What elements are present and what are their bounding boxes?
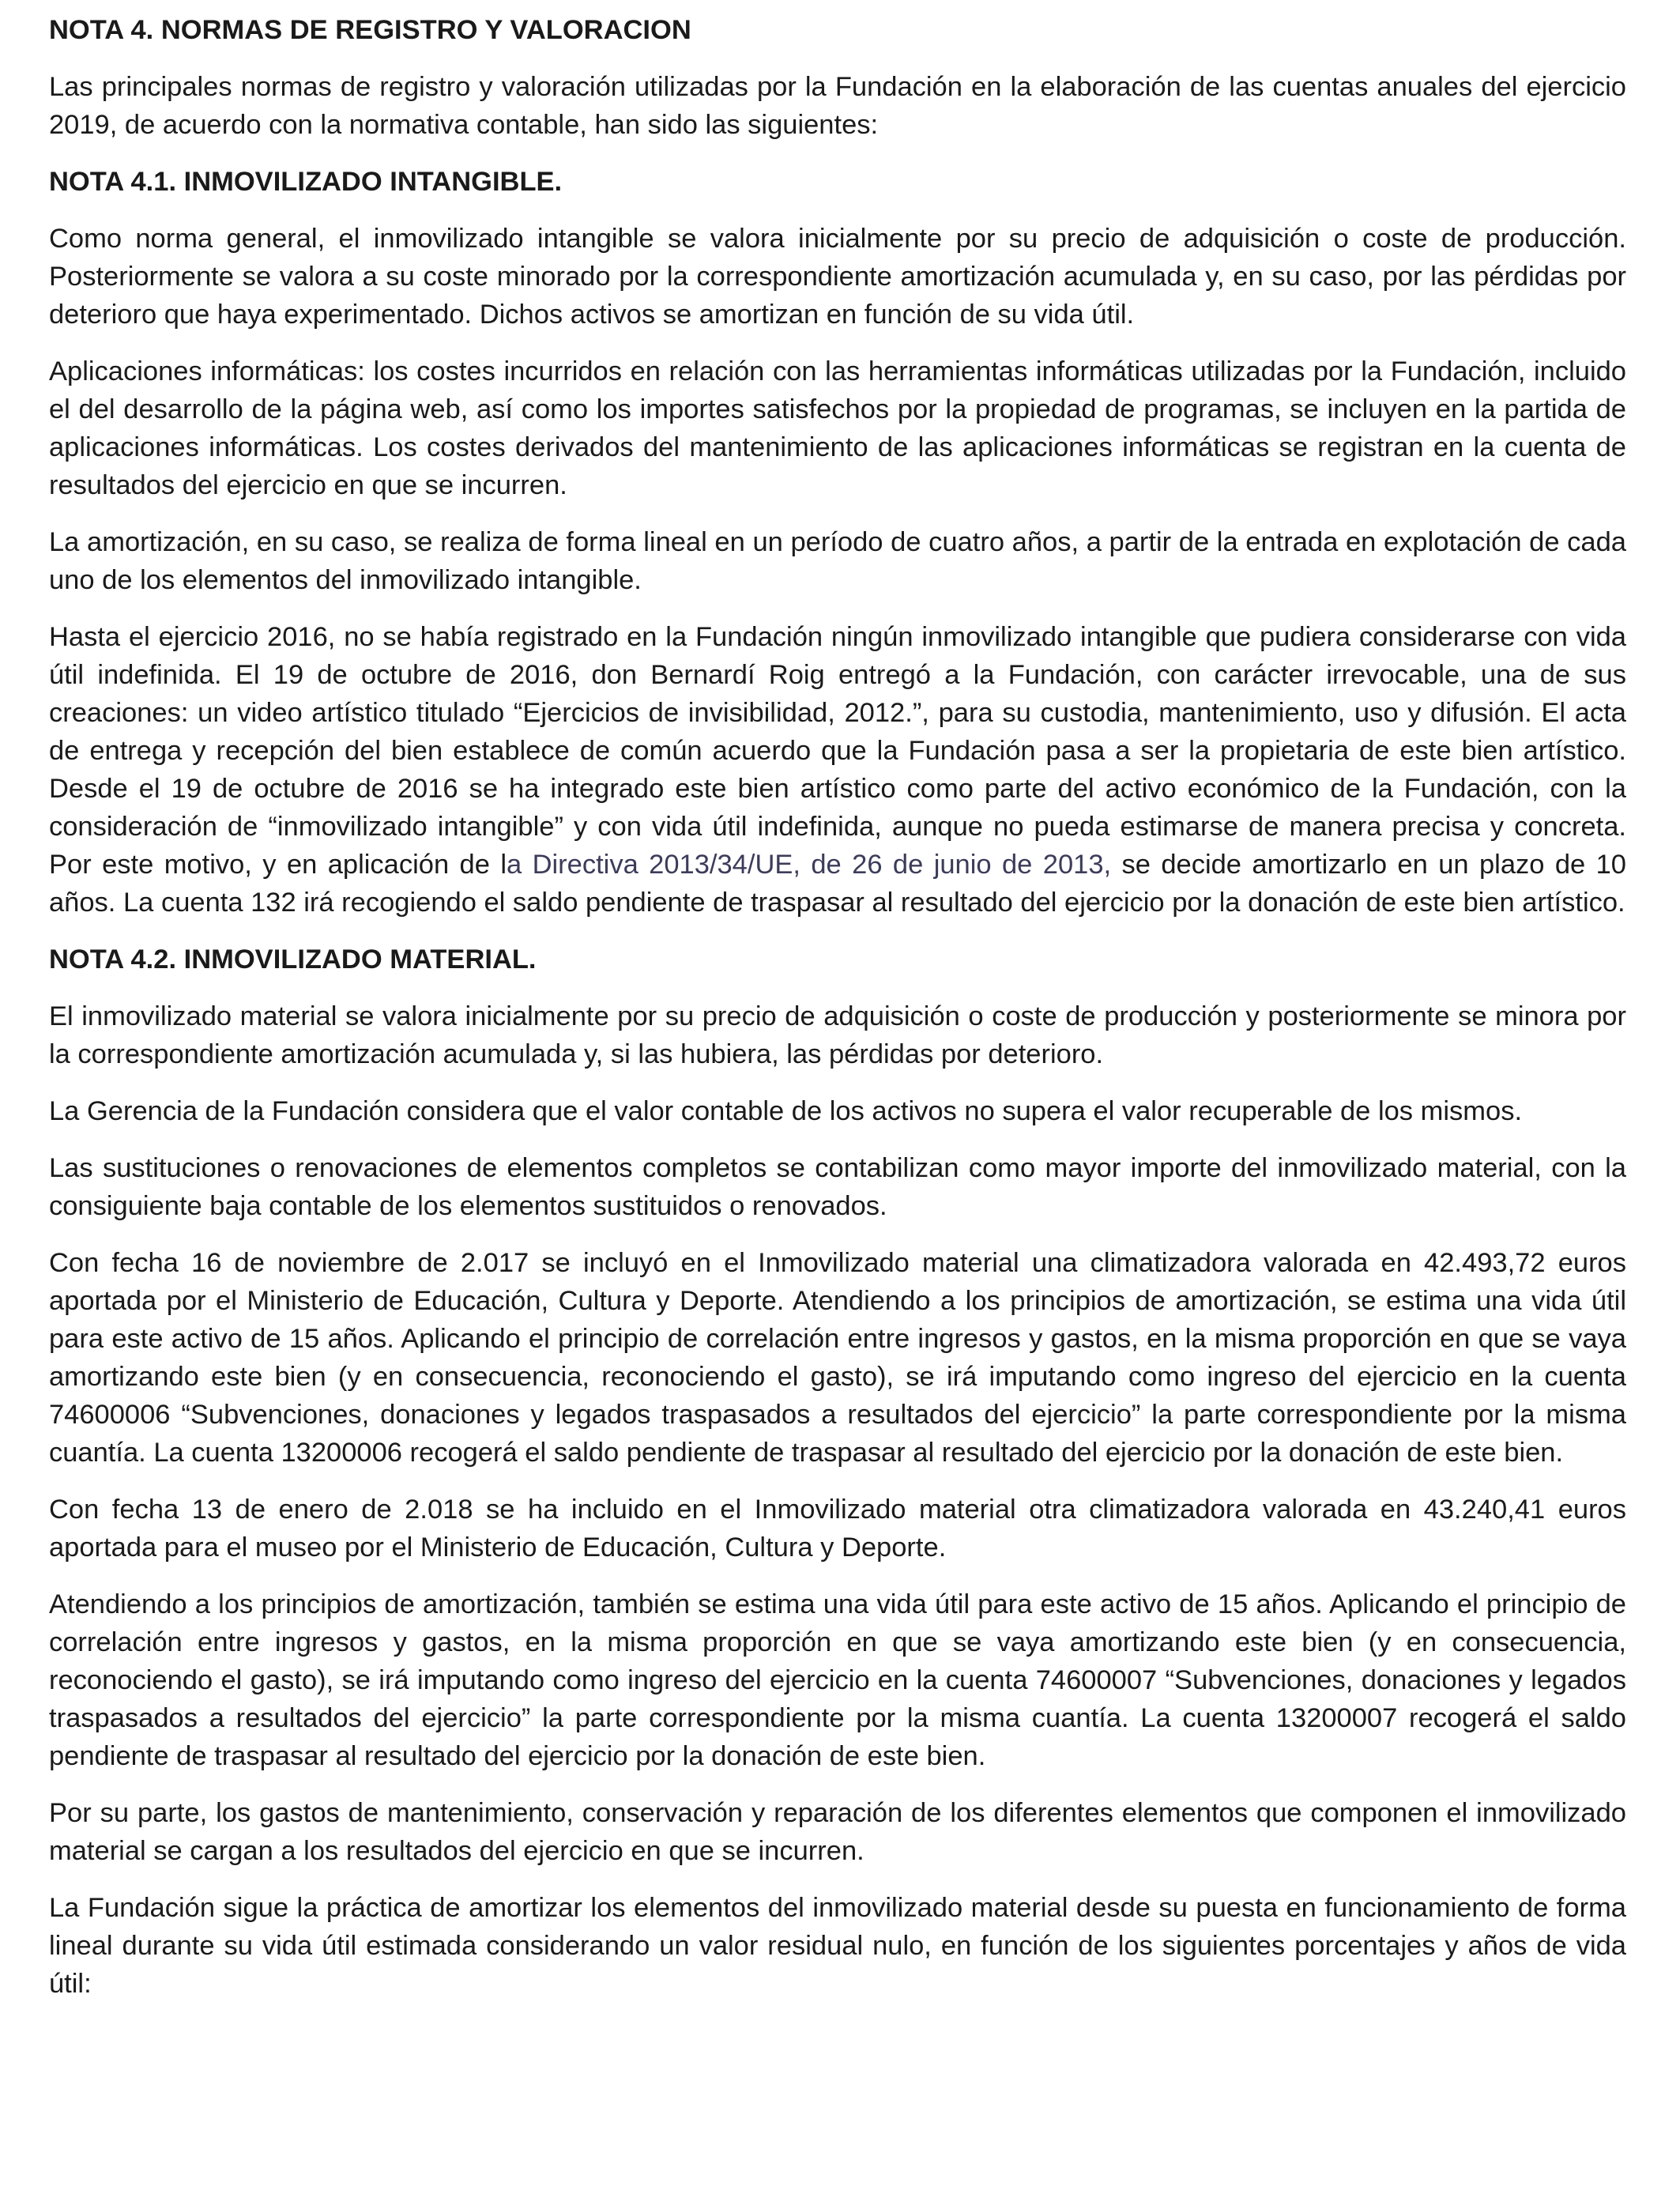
material-paragraph-4: Con fecha 16 de noviembre de 2.017 se incluyó en el Inmovilizado material una climatizadora valorada en 42.493,72 euros aportada por el Ministerio de Educación, Cultura y Deporte. Atendiendo a los principios de amortización, se estima una vida útil para este activo de 15 años. Aplicando el principio de correlación entre ingresos y gastos, en la misma proporción en que se vaya amortizando este bien (y en consecuencia, reconociendo el gasto), se irá imputando como ingreso del ejercicio en la cuenta 74600006 “Subvenciones, donaciones y legados traspasados a resultados del ejercicio” la parte correspondiente por la misma cuantía. La cuenta 13200006 recogerá el saldo pendiente de traspasar al resultado del ejercicio por la donación de este bien. — [49, 1248, 1626, 1468]
intangible-paragraph-3: La amortización, en su caso, se realiza de forma lineal en un período de cuatro años, a partir de la entrada en explotación de cada uno de los elementos del inmovilizado intangible. — [49, 527, 1626, 595]
directive-reference: a Directiva 2013/34/UE, de 26 de junio de 2013, — [506, 850, 1112, 880]
material-paragraph-8: La Fundación sigue la práctica de amortizar los elementos del inmovilizado material desde su puesta en funcionamiento de forma lineal durante su vida útil estimada considerando un valor residual nulo, en función de los siguientes porcentajes y años de vida útil: — [49, 1893, 1626, 1999]
document-page — [49, 11, 1626, 2022]
intangible-paragraph-4 — [49, 618, 1626, 922]
intangible-paragraph-2: Aplicaciones informáticas: los costes incurridos en relación con las herramientas informáticas utilizadas por la Fundación, incluido el del desarrollo de la página web, así como los importes satisfechos por la propiedad de programas, se incluyen en la partida de aplicaciones informáticas. Los costes derivados del mantenimiento de las aplicaciones informáticas se registran en la cuenta de resultados del ejercicio en que se incurren. — [49, 356, 1626, 500]
material-heading: NOTA 4.2. INMOVILIZADO MATERIAL. — [49, 944, 537, 974]
material-paragraph-6: Atendiendo a los principios de amortización, también se estima una vida útil para este activo de 15 años. Aplicando el principio de correlación entre ingresos y gastos, en la misma proporción en que se vaya amortizando este bien (y en consecuencia, reconociendo el gasto), se irá imputando como ingreso del ejercicio en la cuenta 74600007 “Subvenciones, donaciones y legados traspasados a resultados del ejercicio” la parte correspondiente por la misma cuantía. La cuenta 13200007 recogerá el saldo pendiente de traspasar al resultado del ejercicio por la donación de este bien. — [49, 1589, 1626, 1771]
intangible-paragraph-1: Como norma general, el inmovilizado intangible se valora inicialmente por su precio de adquisición o coste de producción. Posteriormente se valora a su coste minorado por la correspondiente amortización acumulada y, en su caso, por las pérdidas por deterioro que haya experimentado. Dichos activos se amortizan en función de su vida útil. — [49, 224, 1626, 330]
material-paragraph-7: Por su parte, los gastos de mantenimiento, conservación y reparación de los diferentes elementos que componen el inmovilizado material se cargan a los resultados del ejercicio en que se incurren. — [49, 1798, 1626, 1866]
material-paragraph-3: Las sustituciones o renovaciones de elementos completos se contabilizan como mayor importe del inmovilizado material, con la consiguiente baja contable de los elementos sustituidos o renovados. — [49, 1153, 1626, 1221]
intangible-paragraph-4-end: se decide amortizarlo en un plazo de 10 años. La cuenta 132 irá recogiendo el saldo pendiente de traspasar al resultado del ejercicio por la donación de este bien artístico. — [49, 850, 1626, 918]
intangible-paragraph-4-start: Hasta el ejercicio 2016, no se había registrado en la Fundación ningún inmovilizado intangible que pudiera considerarse con vida útil indefinida. El 19 de octubre de 2016, don Bernardí Roig entregó a la Fundación, con carácter irrevocable, una de sus creaciones: un video artístico titulado “Ejercicios de invisibilidad, 2012.”, para su custodia, mantenimiento, uso y difusión. El acta de entrega y recepción del bien establece de común acuerdo que la Fundación pasa a ser la propietaria de este bien artístico. Desde el 19 de octubre de 2016 se ha integrado este bien artístico como parte del activo económico de la Fundación, con la consideración de “inmovilizado intangible” y con vida útil indefinida, aunque no pueda estimarse de manera precisa y concreta. Por este motivo, y en aplicación de l — [49, 622, 1626, 880]
intangible-heading: NOTA 4.1. INMOVILIZADO INTANGIBLE. — [49, 167, 563, 197]
material-paragraph-1: El inmovilizado material se valora inicialmente por su precio de adquisición o coste de producción y posteriormente se minora por la correspondiente amortización acumulada y, si las hubiera, las pérdidas por deterioro. — [49, 1001, 1626, 1069]
main-heading: NOTA 4. NORMAS DE REGISTRO Y VALORACION — [49, 15, 691, 45]
material-paragraph-2: La Gerencia de la Fundación considera que el valor contable de los activos no supera el valor recuperable de los mismos. — [49, 1096, 1523, 1126]
intro-paragraph: Las principales normas de registro y valoración utilizadas por la Fundación en la elaboración de las cuentas anuales del ejercicio 2019, de acuerdo con la normativa contable, han sido las siguientes: — [49, 72, 1626, 140]
material-paragraph-5: Con fecha 13 de enero de 2.018 se ha incluido en el Inmovilizado material otra climatizadora valorada en 43.240,41 euros aportada para el museo por el Ministerio de Educación, Cultura y Deporte. — [49, 1495, 1626, 1563]
